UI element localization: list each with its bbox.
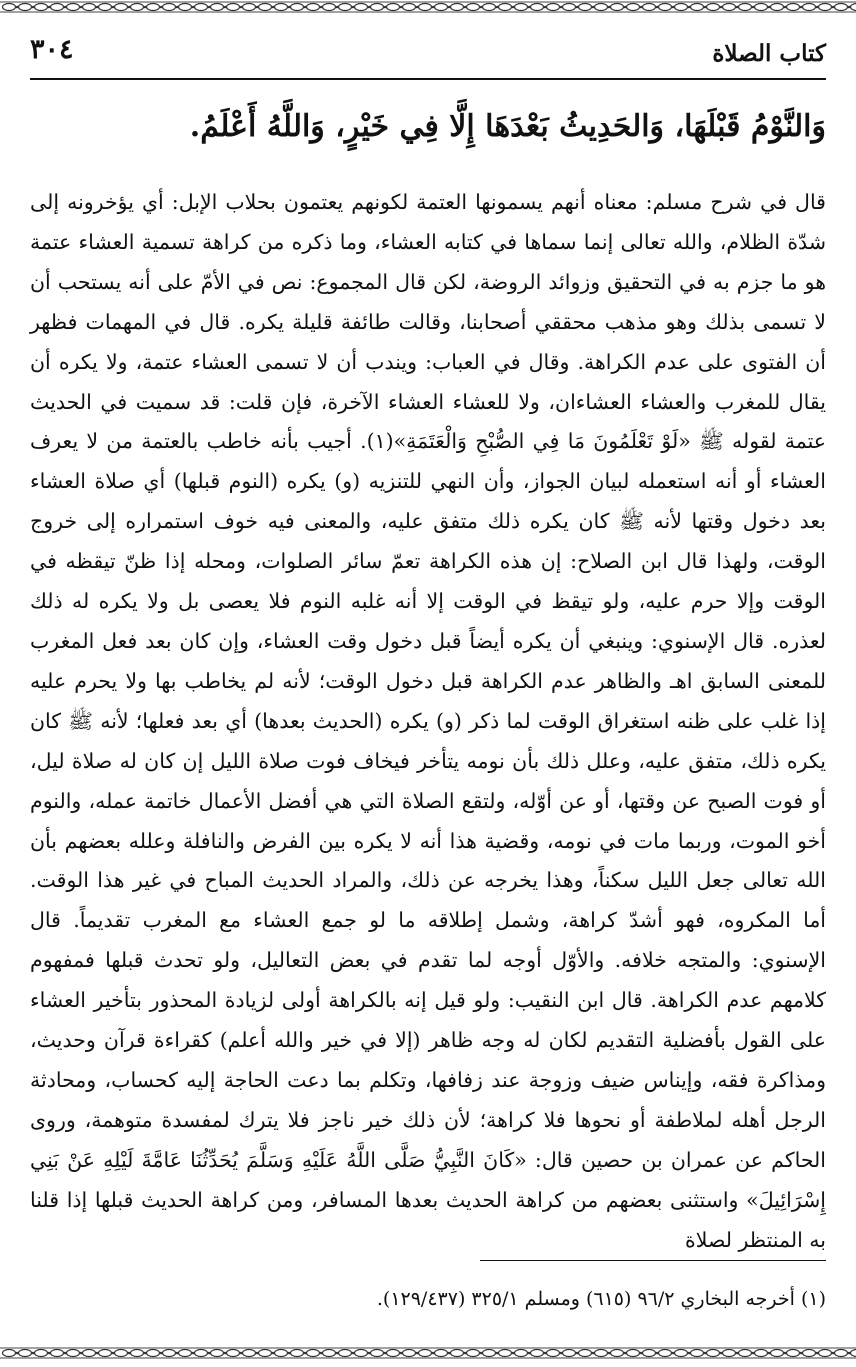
commentary-body <box>30 183 826 1260</box>
matn-text: وَالنَّوْمُ قَبْلَهَا، وَالحَدِيثُ بَعْدَهَا إِلَّا فِي خَيْرٍ، وَاللَّهُ أَعْلَمُ. <box>189 109 826 144</box>
ornamental-border-bottom <box>0 1346 856 1360</box>
header-divider <box>30 78 826 80</box>
footnote-divider <box>480 1260 826 1261</box>
page-number: ٣٠٤ <box>30 34 74 65</box>
book-title: كتاب الصلاة <box>712 40 826 67</box>
ornamental-border-top <box>0 0 856 14</box>
page-header <box>30 24 826 74</box>
footnote: (١) أخرجه البخاري ٩٦/٢ (٦١٥) ومسلم ٣٢٥/١ (١٢٩/٤٣٧). <box>376 1288 826 1310</box>
commentary-paragraph: قال في شرح مسلم: معناه أنهم يسمونها العتمة لكونهم يعتمون بحلاب الإبل: أي يؤخرونه إلى شدّة الظلام، والله تعالى إنما سماها في كتابه العشاء، وما ذكره من كراهة تسمية العشاء عتمة هو ما جزم به في التحقيق وزوائد الروضة، لكن قال المجموع: نص في الأمّ على أنه يستحب أن لا تسمى بذلك وهو مذهب محققي أصحابنا، وقالت طائفة قليلة يكره. قال في المهمات فظهر أن الفتوى على عدم الكراهة. وقال في العباب: ويندب أن لا تسمى العشاء عتمة، ولا يكره أن يقال للمغرب والعشاء العشاءان، ولا للعشاء العشاء الآخرة، فإن قلت: قد سميت في الحديث عتمة لقوله ﷺ «لَوْ تَعْلَمُونَ مَا فِي الصُّبْحِ وَالْعَتَمَةِ»(١). أجيب بأنه خاطب بالعتمة من لا يعرف العشاء أو أنه استعمله لبيان الجواز، وأن النهي للتنزيه (و) يكره (النوم قبلها) أي صلاة العشاء بعد دخول وقتها لأنه ﷺ كان يكره ذلك متفق عليه، والمعنى فيه خوف استمراره إلى خروج الوقت، ولهذا قال ابن الصلاح: إن هذه الكراهة تعمّ سائر الصلوات، ومحله إذا ظنّ تيقظه في الوقت وإلا حرم عليه، ولو تيقظ في الوقت إلا أنه غلبه النوم فلا يعصى بل ولا يكره له ذلك لعذره. قال الإسنوي: وينبغي أن يكره أيضاً قبل دخول وقت العشاء، وإن كان بعد فعل المغرب للمعنى السابق اهـ والظاهر عدم الكراهة قبل دخول الوقت؛ لأنه لم يخاطب بها ولا يحرم عليه إذا غلب على ظنه استغراق الوقت لما ذكر (و) يكره (الحديث بعدها) أي بعد فعلها؛ لأنه ﷺ كان يكره ذلك، متفق عليه، وعلل ذلك بأن نومه يتأخر فيخاف فوت صلاة الليل إن كان له صلاة ليل، أو فوت الصبح عن وقتها، أو عن أوّله، ولتقع الصلاة التي هي أفضل الأعمال خاتمة عمله، والنوم أخو الموت، وربما مات في نومه، وقضية هذا أنه لا يكره بين الفرض والنافلة وعلله بعضهم بأن الله تعالى جعل الليل سكناً، وهذا يخرجه عن ذلك، والمراد الحديث المباح في غير هذا الوقت. أما المكروه، فهو أشدّ كراهة، وشمل إطلاقه ما لو جمع العشاء مع المغرب تقديماً. قال الإسنوي: والمتجه خلافه. والأوّل أوجه لما تقدم في بعض التعاليل، ولو تحدث قبلها فمفهوم كلامهم عدم الكراهة. قال ابن النقيب: ولو قيل إنه بالكراهة أولى لزيادة المحذور بتأخير العشاء على القول بأفضلية التقديم لكان له وجه ظاهر (إلا في خير والله أعلم) كقراءة قرآن وحديث، ومذاكرة فقه، وإيناس ضيف وزوجة عند زفافها، وتكلم بما دعت الحاجة إليه كحساب، ومحادثة الرجل أهله لملاطفة أو نحوها فلا كراهة؛ لأن ذلك خير ناجز فلا يترك لمفسدة متوهمة، وروى الحاكم عن عمران بن حصين قال: «كَانَ النَّبِيُّ صَلَّى اللَّهُ عَلَيْهِ وَسَلَّمَ يُحَدِّثُنَا عَامَّةَ لَيْلِهِ عَنْ بَنِي إِسْرَائِيلَ» واستثنى بعضهم من كراهة الحديث بعدها المسافر، ومن كراهة الحديث قبلها إذا قلنا به المنتظر لصلاة <box>30 190 827 1252</box>
